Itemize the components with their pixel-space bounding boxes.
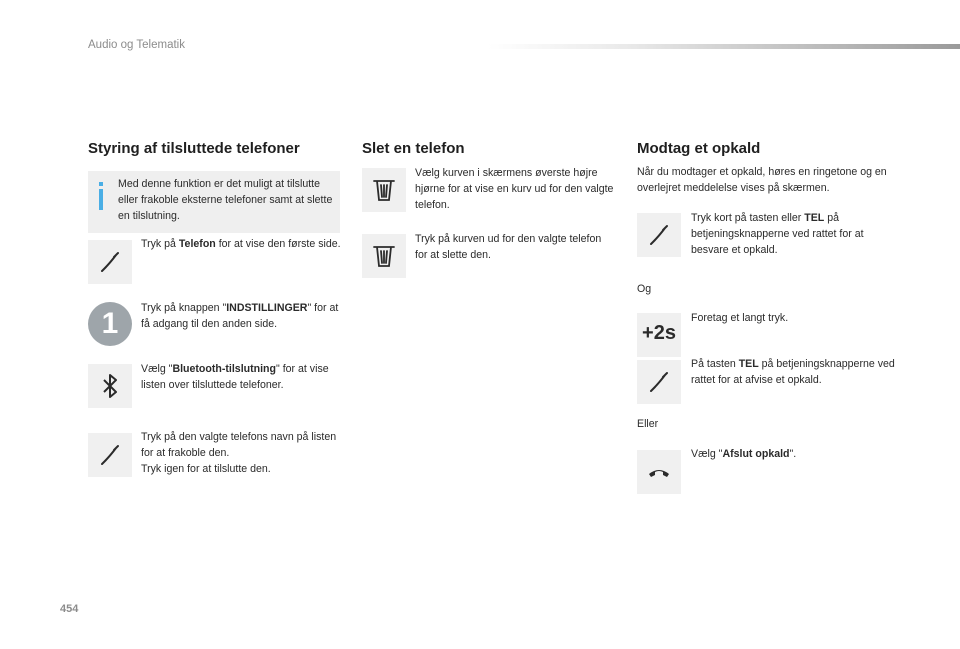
col3-intro-text: Når du modtager et opkald, høres en ringetone og en overlejret meddelelse vises på skærmen. (637, 166, 887, 194)
long-press-label: +2s (642, 322, 676, 344)
col1-step2-text: Tryk på knappen "INDSTILLINGER" for at få adgang til den anden side. (141, 302, 339, 330)
info-text: Med denne funktion er det muligt at tilslutte eller frakoble eksterne telefoner samt at slette en tilslutning. (118, 178, 333, 222)
long-press-icon (637, 313, 681, 357)
col1-step4-line2: Tryk igen for at tilslutte den. (141, 463, 271, 475)
step-number-1-icon (88, 302, 132, 346)
col1-step3-text: Vælg "Bluetooth-tilslutning" for at vise listen over tilsluttede telefoner. (141, 363, 329, 391)
eller-label: Eller (637, 418, 659, 430)
col3-step1-text: Tryk kort på tasten eller TEL på betjeningsknapperne ved rattet for at besvare et opkald. (691, 212, 864, 256)
header-decor-bar (488, 44, 960, 49)
hang-up-icon (637, 450, 681, 494)
col2-step1-text: Vælg kurven i skærmens øverste højre hjørne for at vise en kurv ud for den valgte telefon. (415, 167, 614, 211)
bluetooth-icon (88, 364, 132, 408)
col3-step2-text: Foretag et langt tryk. (691, 312, 789, 324)
col1-step4-line1: Tryk på den valgte telefons navn på listen for at frakoble den. (141, 431, 337, 459)
section-title-receive-call: Modtag et opkald (637, 140, 761, 157)
page-number: 454 (60, 603, 79, 615)
col3-step3-text: På tasten TEL på betjeningsknapperne ved rattet for at afvise et opkald. (691, 358, 895, 386)
info-icon-bar (99, 189, 103, 210)
col1-step4-text (141, 429, 346, 477)
trash-icon (362, 168, 406, 212)
col2-step2-text: Tryk på kurven ud for den valgte telefon for at slette den. (415, 233, 602, 261)
col1-step1-text: Tryk på Telefon for at vise den første side. (141, 238, 341, 250)
info-icon (99, 182, 103, 186)
step-number: 1 (88, 302, 132, 346)
section-title-delete-phone: Slet en telefon (362, 140, 465, 157)
phone-icon (88, 433, 132, 477)
trash-icon (362, 234, 406, 278)
info-box (88, 171, 340, 233)
phone-icon (637, 213, 681, 257)
phone-icon (637, 360, 681, 404)
header-title: Audio og Telematik (88, 39, 185, 51)
og-label: Og (637, 283, 652, 295)
section-title-manage-phones: Styring af tilsluttede telefoner (88, 140, 300, 157)
phone-icon (88, 240, 132, 284)
col3-step4-text: Vælg "Afslut opkald". (691, 448, 797, 460)
